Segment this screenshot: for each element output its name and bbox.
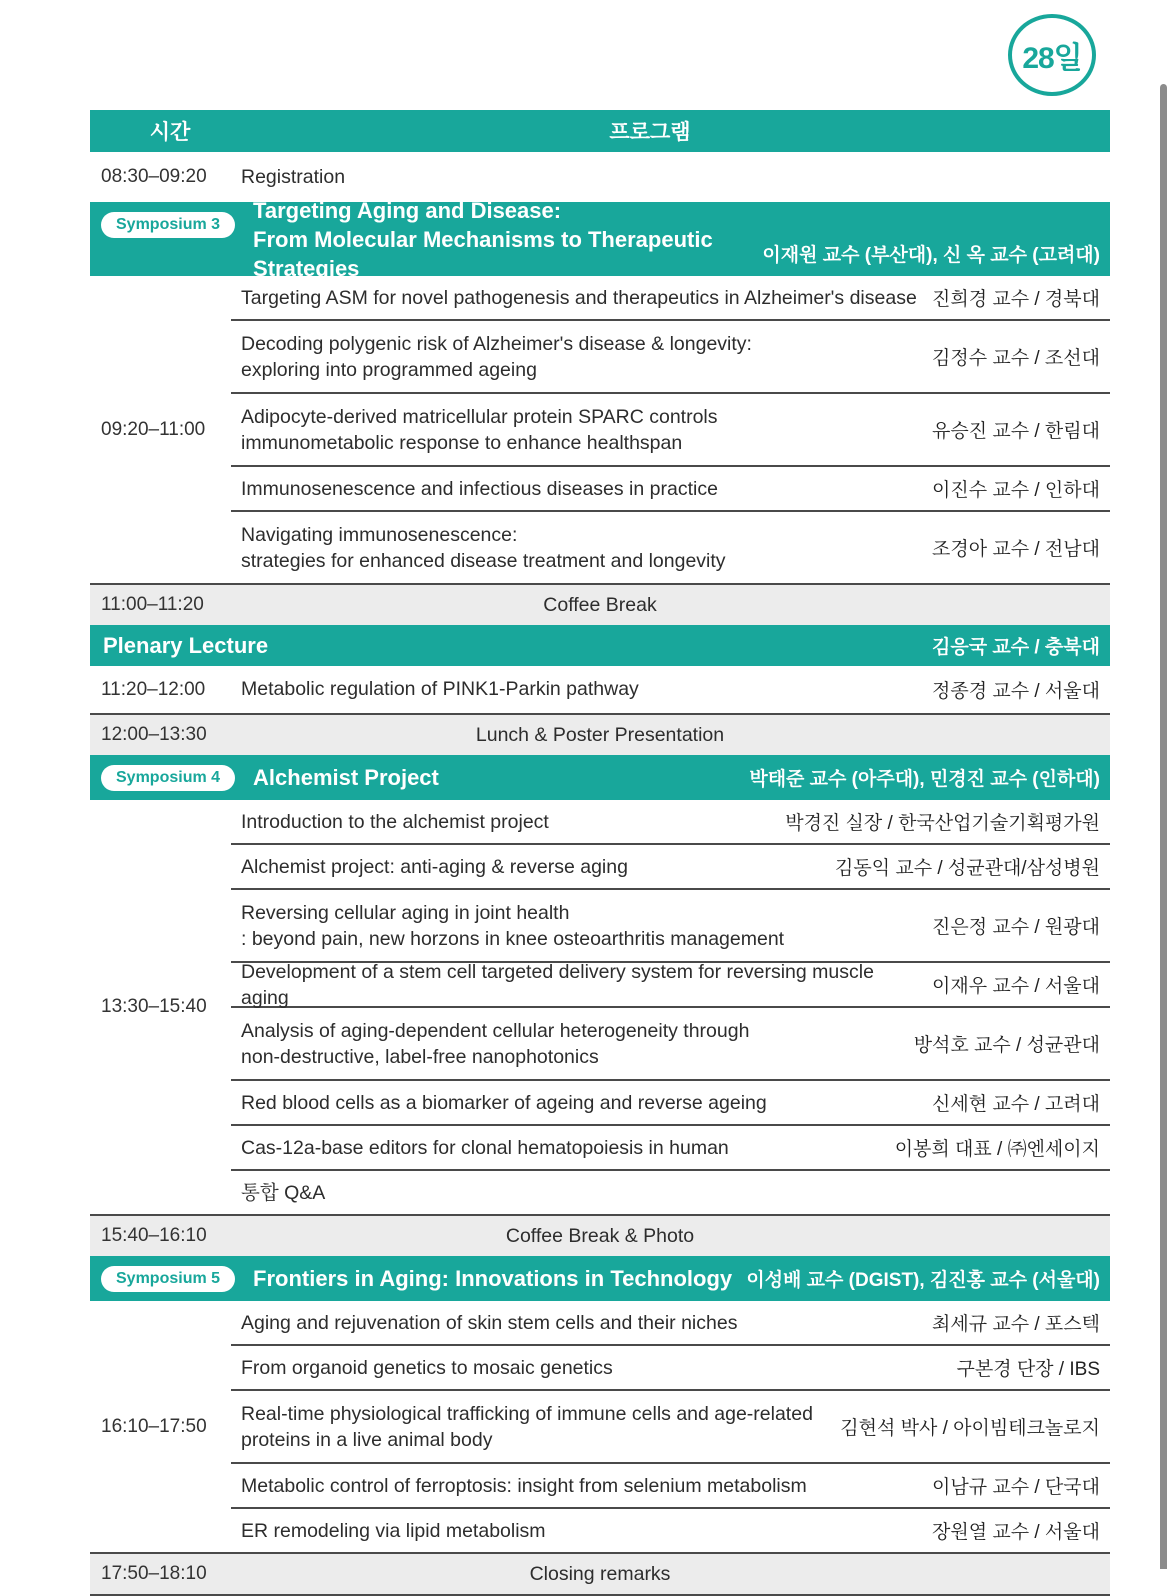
session-title: Metabolic regulation of PINK1-Parkin pathway: [241, 678, 639, 700]
session-title: [241, 476, 918, 502]
session-title-line: Red blood cells as a biomarker of ageing and reverse ageing: [241, 1091, 767, 1114]
session-title: [241, 959, 918, 1011]
plenary-band: [90, 625, 1110, 666]
table-row: [90, 666, 1110, 713]
symposium-band: [90, 1256, 1110, 1301]
session-title: [241, 285, 918, 311]
session-title: [241, 1518, 918, 1544]
day-badge: [1008, 14, 1096, 96]
break-row: [90, 583, 1110, 625]
session-title-line: Reversing cellular aging in joint health: [241, 901, 570, 924]
session-title-line: : beyond pain, new horzons in knee osteoarthritis management: [241, 927, 785, 950]
break-row: [90, 1552, 1110, 1596]
symposium-badge: Symposium 5: [101, 1266, 235, 1292]
speaker-label: 이남규 교수 / 단국대: [932, 1477, 1100, 1498]
speaker-label: 조경아 교수 / 전남대: [932, 539, 1100, 560]
session-row: [231, 321, 1110, 394]
session-title-line: Real-time physiological trafficking of immune cells and age-related: [241, 1402, 813, 1425]
symposium-badge: Symposium 3: [101, 212, 235, 238]
symposium-chairs: 이재원 교수 (부산대), 신 옥 교수 (고려대): [762, 245, 1100, 266]
speaker-label: 김현석 박사 / 아이빔테크놀로지: [840, 1418, 1100, 1439]
speaker-label: 방석호 교수 / 성균관대: [913, 1035, 1100, 1056]
time-label: 12:00–13:30: [101, 724, 207, 745]
session-title: [241, 809, 771, 835]
program-table: [90, 110, 1110, 1596]
session-title-line: Adipocyte-derived matricellular protein SPARC controls: [241, 405, 718, 428]
session-title: [241, 331, 918, 383]
speaker-label: 신세현 교수 / 고려대: [932, 1094, 1100, 1115]
session-title-line: proteins in a live animal body: [241, 1428, 493, 1451]
time-label: 11:20–12:00: [101, 678, 206, 700]
session-title-line: Development of a stem cell targeted delivery system for reversing muscle aging: [241, 960, 874, 1009]
symposium-title: [253, 1264, 746, 1293]
symposium-title-line: Targeting Aging and Disease:: [253, 197, 562, 223]
time-label: 08:30–09:20: [101, 166, 207, 187]
table-header-row: [90, 110, 1110, 152]
speaker-label: 장원열 교수 / 서울대: [932, 1522, 1100, 1543]
session-title-line: Decoding polygenic risk of Alzheimer's disease & longevity:: [241, 332, 752, 355]
symposium-title-line: Frontiers in Aging: Innovations in Technology: [253, 1266, 733, 1291]
session-title: [241, 1310, 918, 1336]
session-row: [231, 890, 1110, 963]
break-label: Coffee Break & Photo: [505, 1224, 695, 1247]
session-row: [231, 1126, 1110, 1171]
speaker-label: 이진수 교수 / 인하대: [932, 480, 1100, 501]
symposium-title: [253, 763, 749, 792]
program-rows: [90, 152, 1110, 1596]
session-title: [241, 1355, 942, 1381]
session-title: [241, 1090, 918, 1116]
speaker-label: 구본경 단장 / IBS: [956, 1359, 1100, 1380]
time-label: 09:20–11:00: [101, 418, 206, 440]
symposium-chairs: 이성배 교수 (DGIST), 김진홍 교수 (서울대): [746, 1270, 1100, 1291]
session-title: [241, 1018, 900, 1070]
session-list: [231, 276, 1110, 583]
session-title-line: Targeting ASM for novel pathogenesis and therapeutics in Alzheimer's disease: [241, 286, 917, 309]
time-label: 13:30–15:40: [101, 996, 207, 1017]
session-row: [231, 1391, 1110, 1464]
time-label: 17:50–18:10: [101, 1563, 207, 1584]
speaker-label: 진희경 교수 / 경북대: [932, 289, 1100, 310]
session-title-line: Introduction to the alchemist project: [241, 810, 549, 833]
session-row: [231, 1509, 1110, 1552]
session-title: Registration: [241, 165, 346, 188]
session-list: [231, 800, 1110, 1214]
break-label: Closing remarks: [529, 1562, 671, 1585]
speaker-label: 이재우 교수 / 서울대: [932, 976, 1100, 997]
speaker-label: 이봉희 대표 / ㈜엔세이지: [894, 1139, 1100, 1160]
session-row: [231, 1301, 1110, 1346]
break-row: [90, 1214, 1110, 1256]
session-title-line: Navigating immunosenescence:: [241, 523, 518, 546]
session-row: [231, 1081, 1110, 1126]
session-title-line: From organoid genetics to mosaic genetics: [241, 1356, 613, 1379]
time-label: 11:00–11:20: [101, 594, 204, 615]
session-title-line: Cas-12a-base editors for clonal hematopoiesis in human: [241, 1136, 729, 1159]
table-row: [90, 152, 1110, 202]
session-title: [241, 854, 821, 880]
symposium-title: [253, 196, 762, 283]
session-title: [241, 1135, 881, 1161]
session-title: [241, 900, 918, 952]
session-row: [231, 1464, 1110, 1509]
break-label: Coffee Break: [543, 593, 657, 616]
session-title-line: ER remodeling via lipid metabolism: [241, 1519, 546, 1542]
session-title: [241, 404, 918, 456]
symposium-band: [90, 755, 1110, 800]
header-time-column: 시간: [149, 121, 191, 144]
session-title-line: Immunosenescence and infectious diseases in practice: [241, 477, 718, 500]
speaker-label: 최세규 교수 / 포스텍: [932, 1314, 1100, 1335]
session-title-line: non-destructive, label-free nanophotonics: [241, 1045, 599, 1068]
session-list: [231, 1301, 1110, 1552]
session-title-line: Aging and rejuvenation of skin stem cells and their niches: [241, 1311, 738, 1334]
session-title-line: Alchemist project: anti-aging & reverse aging: [241, 855, 628, 878]
session-row: [231, 1171, 1110, 1214]
break-row: [90, 713, 1110, 755]
header-program-column: 프로그램: [609, 121, 691, 144]
session-row: [231, 512, 1110, 583]
speaker-label: 정종경 교수 / 서울대: [932, 681, 1100, 702]
session-title-line: Metabolic control of ferroptosis: insight from selenium metabolism: [241, 1474, 807, 1497]
speaker-label: 진은정 교수 / 원광대: [932, 917, 1100, 938]
speaker-label: 김동익 교수 / 성균관대/삼성병원: [835, 858, 1100, 879]
symposium-title-line: From Molecular Mechanisms to Therapeutic Strategies: [253, 226, 713, 281]
session-title: [241, 522, 918, 574]
time-label: 16:10–17:50: [101, 1415, 207, 1437]
session-title-line: exploring into programmed ageing: [241, 358, 537, 381]
break-label: Lunch & Poster Presentation: [475, 723, 725, 746]
speaker-label: 김정수 교수 / 조선대: [932, 348, 1100, 369]
plenary-chairs: 김응국 교수 / 충북대: [932, 637, 1100, 658]
session-title: [241, 1180, 1100, 1206]
session-row: [231, 467, 1110, 512]
symposium-chairs: 박태준 교수 (아주대), 민경진 교수 (인하대): [749, 769, 1100, 790]
session-row: [231, 1008, 1110, 1081]
session-title-line: strategies for enhanced disease treatment and longevity: [241, 549, 726, 572]
symposium-badge: Symposium 4: [101, 765, 235, 791]
session-group-row: [90, 1301, 1110, 1552]
time-label: 15:40–16:10: [101, 1225, 207, 1246]
session-row: [231, 960, 1110, 1009]
scrollbar-thumb[interactable]: [1160, 84, 1167, 1569]
session-title: [241, 1473, 918, 1499]
session-row: [231, 845, 1110, 890]
session-row: [231, 800, 1110, 845]
symposium-title-line: Alchemist Project: [253, 765, 439, 790]
session-title: [241, 1401, 826, 1453]
day-badge-label: 28일: [1022, 42, 1082, 75]
session-row: [231, 1346, 1110, 1391]
plenary-title: Plenary Lecture: [103, 632, 269, 658]
session-title-line: immunometabolic response to enhance healthspan: [241, 431, 683, 454]
session-group-row: [90, 276, 1110, 583]
symposium-band: [90, 197, 1110, 281]
speaker-label: 박경진 실장 / 한국산업기술기획평가원: [785, 813, 1100, 834]
session-row: [231, 394, 1110, 467]
session-title-line: Analysis of aging-dependent cellular heterogeneity through: [241, 1019, 750, 1042]
session-row: [231, 276, 1110, 321]
session-title-line: 통합 Q&A: [241, 1181, 326, 1204]
session-group-row: [90, 800, 1110, 1214]
speaker-label: 유승진 교수 / 한림대: [932, 421, 1100, 442]
